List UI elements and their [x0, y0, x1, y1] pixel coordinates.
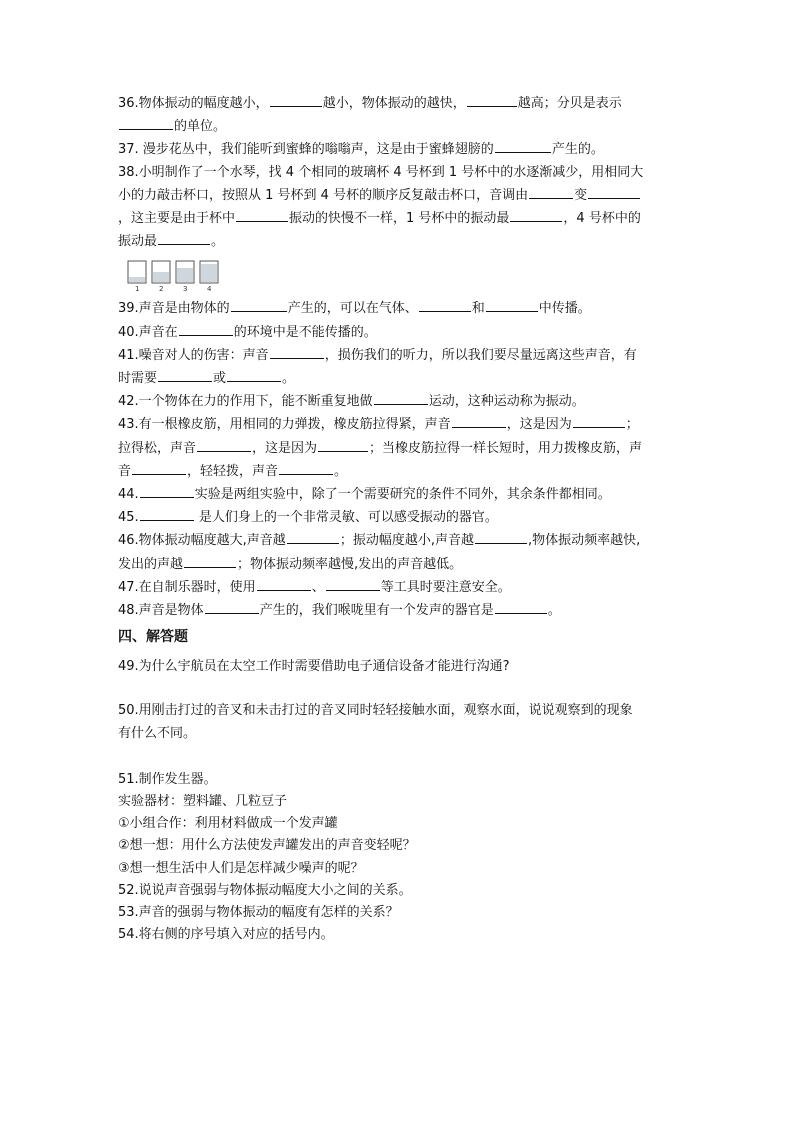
q41-blank-1[interactable] — [270, 344, 324, 359]
q36-blank-1[interactable] — [270, 92, 322, 107]
q46-blank-1[interactable] — [287, 529, 339, 544]
question-38-cont3 — [118, 230, 678, 253]
cup-label: 2 — [159, 285, 164, 294]
cup-label: 4 — [207, 285, 212, 294]
question-51-title: 51.制作发生器。 — [118, 771, 217, 787]
q39-text: 中传播。 — [538, 301, 591, 317]
q38-text: 。 — [211, 234, 225, 250]
question-42 — [118, 390, 678, 413]
q43-blank-2[interactable] — [573, 413, 625, 428]
question-36 — [118, 92, 678, 115]
q43-blank-6[interactable] — [279, 460, 333, 475]
q41-text: 。 — [282, 371, 296, 387]
q38-blank-1[interactable] — [529, 184, 573, 199]
question-41-cont — [118, 367, 678, 390]
q38-text: 振动最 — [118, 234, 158, 250]
q48-text: 产生的，我们喉咙里有一个发声的器官是 — [259, 603, 494, 619]
q42-text: 运动，这种运动称为振动。 — [428, 394, 585, 410]
q39-blank-3[interactable] — [486, 297, 538, 312]
q43-text: 。 — [334, 463, 348, 479]
q45-text: 45. — [118, 510, 139, 526]
q43-blank-3[interactable] — [197, 437, 251, 452]
q48-text: 。 — [547, 603, 561, 619]
q46-blank-3[interactable] — [184, 553, 236, 568]
q47-text: 等工具时要注意安全。 — [380, 579, 511, 595]
q37-text: 产生的。 — [551, 142, 604, 158]
q43-blank-5[interactable] — [132, 460, 186, 475]
question-51-materials: 实验器材：塑料罐、几粒豆子 — [118, 794, 288, 810]
q41-text: 41.噪音对人的伤害：声音 — [118, 347, 269, 363]
q39-blank-2[interactable] — [419, 297, 471, 312]
question-46-cont — [118, 553, 678, 576]
question-52: 52.说说声音强弱与物体振动幅度大小之间的关系。 — [118, 882, 412, 898]
q46-text: 发出的声越 — [118, 556, 184, 572]
q38-text: ，4 号杯中的 — [563, 211, 641, 227]
question-49: 49.为什么宇航员在太空工作时需要借助电子通信设备才能进行沟通? — [118, 659, 510, 675]
question-43-cont1 — [118, 437, 678, 460]
q40-text: 的环境中是不能传播的。 — [233, 324, 377, 340]
q36-text: 越小，物体振动的越快， — [322, 96, 466, 111]
q39-text: 产生的，可以在气体、 — [287, 301, 418, 317]
cup-label: 1 — [135, 285, 140, 294]
q48-blank-1[interactable] — [205, 599, 259, 614]
q45-blank-1[interactable] — [140, 506, 194, 521]
question-40 — [118, 321, 678, 344]
q43-text: ，这是因为 — [252, 440, 318, 456]
question-54: 54.将右侧的序号填入对应的括号内。 — [118, 927, 334, 943]
question-53: 53.声音的强弱与物体振动的幅度有怎样的关系？ — [118, 905, 399, 921]
q43-blank-4[interactable] — [318, 437, 368, 452]
q38-text: 变 — [574, 187, 588, 203]
question-51-step-3: ③想一想生活中人们是怎样减少噪声的呢？ — [118, 860, 364, 876]
section-heading: 四、解答题 — [118, 629, 188, 646]
q36-blank-3[interactable] — [119, 115, 173, 130]
q43-text: ；当橡皮筋拉得一样长短时，用力拨橡皮筋，声 — [369, 440, 643, 456]
q43-text: ； — [625, 417, 639, 433]
q37-blank-1[interactable] — [495, 138, 551, 153]
question-38-cont1 — [118, 184, 678, 207]
worksheet-page — [118, 92, 678, 947]
q42-blank-1[interactable] — [374, 390, 428, 405]
q40-blank-1[interactable] — [179, 321, 233, 336]
q41-blank-2[interactable] — [158, 367, 212, 382]
q43-text: 拉得松，声音 — [118, 440, 197, 456]
question-36-cont — [118, 115, 678, 138]
q43-text: 43.有一根橡皮筋，用相同的力弹拨，橡皮筋拉得紧，声音 — [118, 417, 451, 433]
water-cups-figure — [126, 259, 226, 293]
question-51-step-2: ②想一想：用什么方法使发声罐发出的声音变轻呢？ — [118, 838, 416, 854]
q36-blank-2[interactable] — [467, 92, 517, 107]
q41-text: ，损伤我们的听力，所以我们要尽量远离这些声音，有 — [324, 347, 637, 363]
q38-text: 38.小明制作了一个水琴，找 4 个相同的玻璃杯 4 号杯到 1 号杯中的水逐渐减少，用相同大 — [118, 164, 644, 180]
q46-text: ；振动幅度越小,声音越 — [339, 533, 474, 549]
q48-text: 48.声音是物体 — [118, 603, 204, 619]
q38-text: 小的力敲击杯口，按照从 1 号杯到 4 号杯的顺序反复敲击杯口，音调由 — [118, 187, 529, 203]
q38-blank-3[interactable] — [236, 207, 288, 222]
question-48 — [118, 599, 678, 622]
q39-text: 和 — [471, 301, 485, 317]
q38-blank-4[interactable] — [510, 207, 562, 222]
q46-blank-2[interactable] — [475, 529, 527, 544]
q38-blank-5[interactable] — [158, 230, 210, 245]
q41-text: 时需要 — [118, 371, 158, 387]
question-50: 50.用刚击打过的音叉和未击打过的音叉同时轻轻接触水面，观察水面，说说观察到的现象 — [118, 703, 633, 719]
q41-text: 或 — [213, 371, 227, 387]
q43-text: ，轻轻拨，声音 — [187, 463, 279, 479]
question-38 — [118, 162, 678, 184]
q46-text: 46.物体振动幅度越大,声音越 — [118, 533, 286, 549]
q39-text: 39.声音是由物体的 — [118, 301, 230, 317]
question-45 — [118, 506, 678, 529]
q36-text: 的单位。 — [174, 119, 227, 135]
cup-3-water — [177, 268, 193, 282]
question-41 — [118, 344, 678, 367]
cup-2-water — [153, 272, 169, 282]
q39-blank-1[interactable] — [231, 297, 287, 312]
q38-text: 振动的快慢不一样，1 号杯中的振动最 — [289, 211, 510, 227]
q48-blank-2[interactable] — [495, 599, 547, 614]
question-51-step-1: ①小组合作：利用材料做成一个发声罐 — [118, 816, 338, 832]
q36-text: 36.物体振动的幅度越小， — [118, 96, 269, 111]
question-47 — [118, 576, 678, 599]
question-39 — [118, 297, 678, 320]
q45-text: 是人们身上的一个非常灵敏、可以感受振动的器官。 — [194, 510, 498, 526]
cup-label: 3 — [183, 285, 188, 294]
cup-4-water — [201, 264, 217, 282]
q44-text: 实验是两组实验中，除了一个需要研究的条件不同外，其余条件都相同。 — [194, 487, 611, 503]
q38-blank-2[interactable] — [588, 184, 640, 199]
question-44 — [118, 483, 678, 506]
question-37 — [118, 138, 678, 161]
q46-text: ,物体振动频率越快, — [527, 533, 641, 549]
cup-1-water — [129, 277, 145, 282]
q44-blank-1[interactable] — [140, 483, 194, 498]
q44-text: 44. — [118, 487, 139, 503]
q36-text: 越高；分贝是表示 — [517, 96, 622, 111]
question-38-cont2 — [118, 207, 678, 230]
q47-blank-2[interactable] — [326, 576, 380, 591]
q43-blank-1[interactable] — [452, 413, 506, 428]
q47-text: 47.在自制乐器时，使用 — [118, 579, 256, 595]
q47-text: 、 — [311, 579, 325, 595]
question-50-cont: 有什么不同。 — [118, 725, 197, 741]
q46-text: ；物体振动频率越慢,发出的声音越低。 — [237, 556, 463, 572]
question-46 — [118, 529, 678, 552]
question-43 — [118, 413, 678, 436]
q41-blank-3[interactable] — [227, 367, 281, 382]
q47-blank-1[interactable] — [257, 576, 311, 591]
q43-text: 音 — [118, 463, 132, 479]
q38-text: ，这主要是由于杯中 — [118, 211, 236, 227]
q37-text: 37. 漫步花丛中，我们能听到蜜蜂的嗡嗡声，这是由于蜜蜂翅膀的 — [118, 142, 494, 158]
q43-text: ，这是因为 — [506, 417, 572, 433]
question-43-cont2 — [118, 460, 678, 483]
q42-text: 42.一个物体在力的作用下，能不断重复地做 — [118, 394, 373, 410]
q40-text: 40.声音在 — [118, 324, 178, 340]
